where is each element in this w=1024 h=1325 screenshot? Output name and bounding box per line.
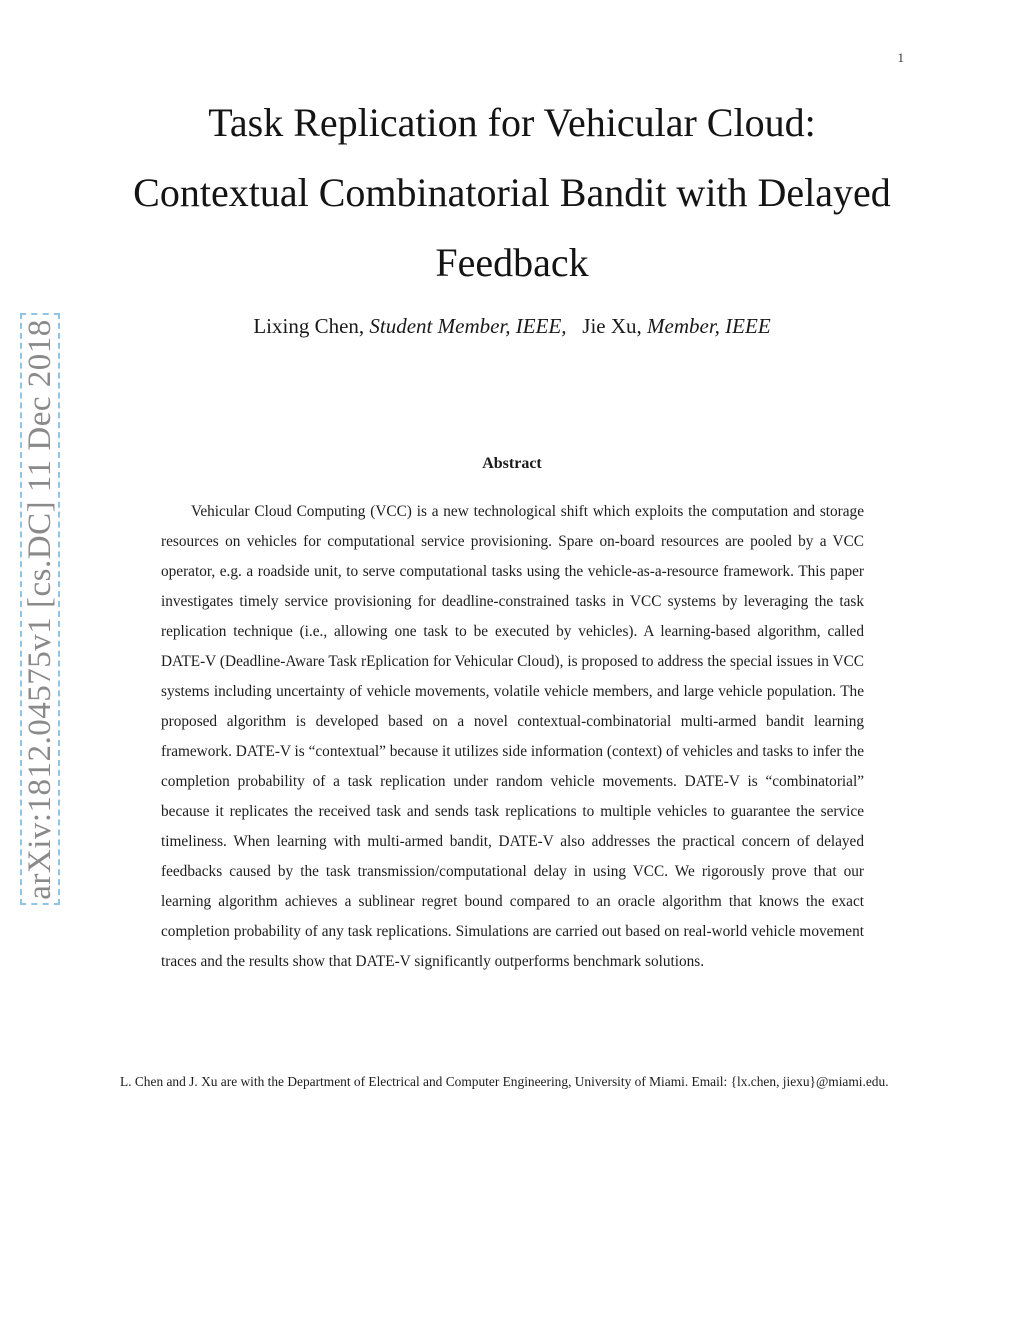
arxiv-stamp-text: arXiv:1812.04575v1 [cs.DC] 11 Dec 2018	[21, 318, 58, 900]
abstract-body: Vehicular Cloud Computing (VCC) is a new technological shift which exploits the computation and storage resources on vehicles for computational service provisioning. Spare on-board resources are pooled by a VCC operator, e.g. a roadside unit, to serve computational tasks using the vehicle-as-a-resource framework. This paper investigates timely service provisioning for deadline-constrained tasks in VCC systems by leveraging the task replication technique (i.e., allowing one task to be executed by vehicles). A learning-based algorithm, called DATE-V (Deadline-Aware Task rEplication for Vehicular Cloud), is proposed to address the special issues in VCC systems including uncertainty of vehicle movements, volatile vehicle members, and large vehicle population. The proposed algorithm is developed based on a novel contextual-combinatorial multi-armed bandit learning framework. DATE-V is “contextual” because it utilizes side information (context) of vehicles and tasks to infer the completion probability of a task replication under random vehicle movements. DATE-V is “combinatorial” because it replicates the received task and sends task replications to multiple vehicles to guarantee the service timeliness. When learning with multi-armed bandit, DATE-V also addresses the practical concern of delayed feedbacks caused by the task transmission/computational delay in using VCC. We rigorously prove that our learning algorithm achieves a sublinear regret bound compared to an oracle algorithm that knows the exact completion probability of any task replications. Simulations are carried out based on real-world vehicle movement traces and the results show that DATE-V significantly outperforms benchmark solutions.	[161, 503, 864, 970]
abstract-heading: Abstract	[482, 455, 542, 472]
paper-title	[110, 88, 914, 298]
title-line-2: Contextual Combinatorial Bandit with Delayed	[133, 170, 891, 215]
author-1-role: Student Member, IEEE,	[369, 314, 567, 338]
title-line-3: Feedback	[435, 240, 589, 285]
author-2-role: Member, IEEE	[647, 314, 771, 338]
author-1-name: Lixing Chen,	[253, 314, 365, 338]
page-number: 1	[897, 50, 904, 65]
title-line-1: Task Replication for Vehicular Cloud:	[208, 100, 816, 145]
affiliation-footnote: L. Chen and J. Xu are with the Department of Electrical and Computer Engineering, University of Miami. Email: {lx.chen, jiexu}@miami.edu.	[120, 1074, 889, 1089]
arxiv-stamp	[20, 313, 60, 905]
author-2-name: Jie Xu,	[582, 314, 642, 338]
author-list	[110, 314, 914, 339]
